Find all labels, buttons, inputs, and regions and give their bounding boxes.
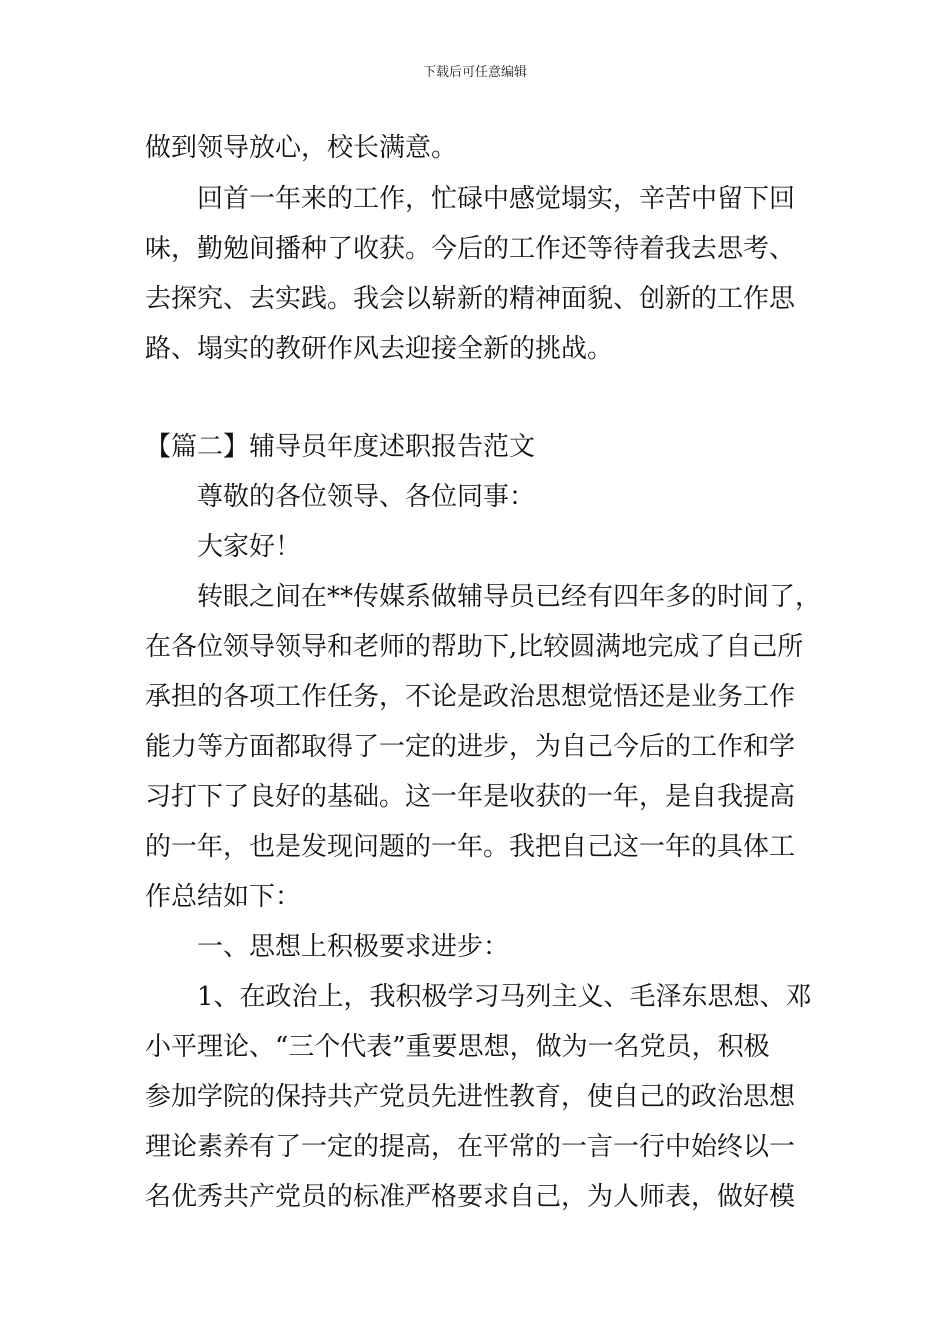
text-line: 名优秀共产党员的标准严格要求自己，为人师表，做好模	[145, 1182, 796, 1212]
text-line: 转眼之间在**传媒系做辅导员已经有四年多的时间了，	[145, 582, 822, 612]
text-line: 味，勤勉间播种了收获。今后的工作还等待着我去思考、	[145, 234, 796, 264]
text-line: 习打下了良好的基础。这一年是收获的一年，是自我提高	[145, 782, 796, 812]
text-line: 在各位领导领导和老师的帮助下,比较圆满地完成了自己所	[145, 632, 804, 662]
text-line: 尊敬的各位领导、各位同事：	[145, 482, 536, 512]
text-line: 能力等方面都取得了一定的进步，为自己今后的工作和学	[145, 732, 796, 762]
text-line: 作总结如下：	[145, 882, 302, 912]
page-header: 下载后可任意编辑	[422, 65, 527, 80]
text-line: 理论素养有了一定的提高，在平常的一言一行中始终以一	[145, 1132, 796, 1162]
text-line: 去探究、去实践。我会以崭新的精神面貌、创新的工作思	[145, 284, 796, 314]
text-line: 小平理论、“三个代表”重要思想，做为一名党员，积极	[145, 1032, 770, 1062]
text-line: 大家好！	[145, 532, 302, 562]
text-line: 的一年，也是发现问题的一年。我把自己这一年的具体工	[145, 832, 796, 862]
text-line: 一、思想上积极要求进步：	[145, 932, 510, 962]
text-line: 做到领导放心，校长满意。	[145, 133, 458, 163]
text-line: 承担的各项工作任务，不论是政治思想觉悟还是业务工作	[145, 682, 796, 712]
section-heading: 【篇二】辅导员年度述职报告范文	[145, 432, 536, 462]
text-line: 1、在政治上，我积极学习马列主义、毛泽东思想、邓	[145, 982, 812, 1012]
text-line: 路、塌实的教研作风去迎接全新的挑战。	[145, 334, 614, 364]
text-line: 回首一年来的工作，忙碌中感觉塌实，辛苦中留下回	[145, 184, 796, 214]
text-line: 参加学院的保持共产党员先进性教育，使自己的政治思想	[145, 1082, 796, 1112]
